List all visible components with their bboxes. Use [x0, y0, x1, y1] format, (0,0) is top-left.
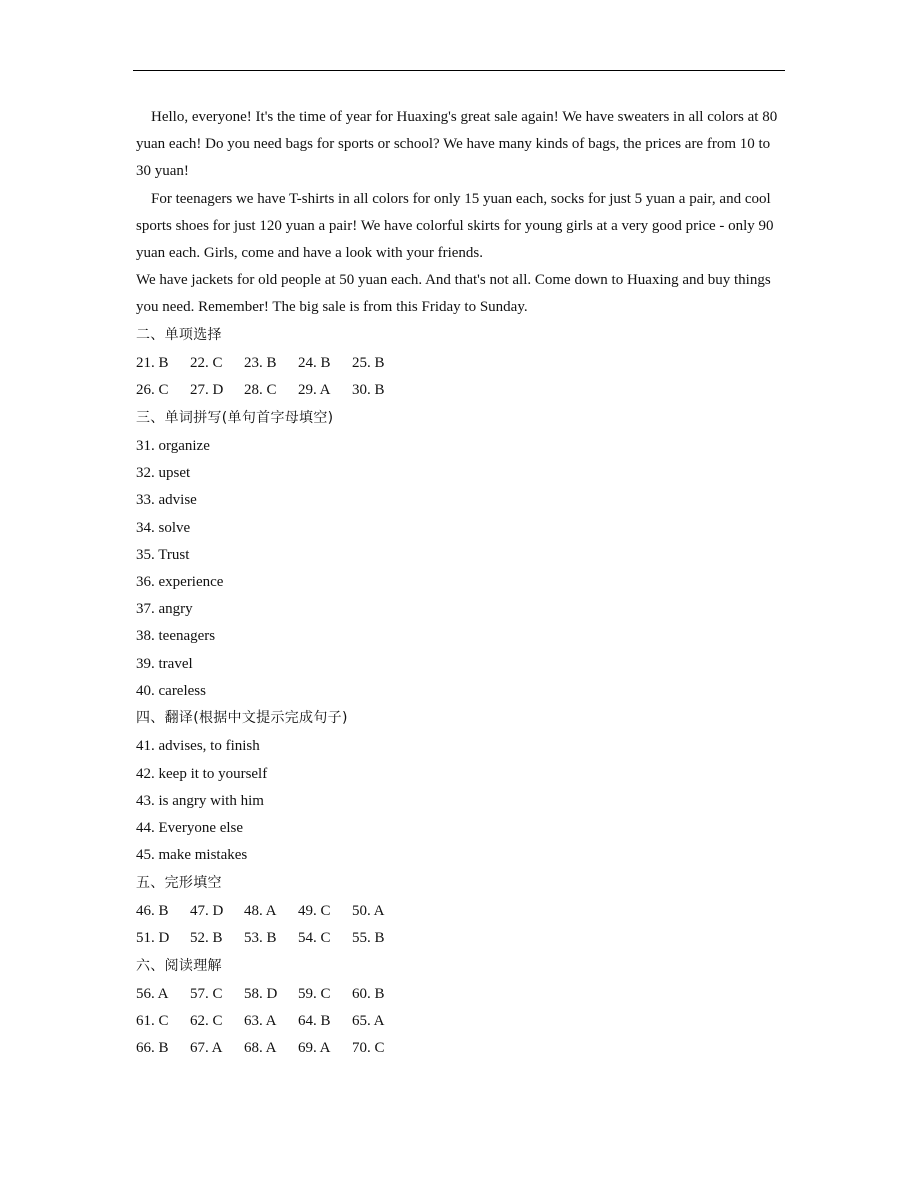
answer-item: 30. B — [352, 382, 385, 399]
answer-item: 26. C — [136, 382, 169, 399]
answer-item: 62. C — [190, 1012, 223, 1029]
section-heading: 四、翻译(根据中文提示完成句子) — [136, 710, 348, 727]
section-heading: 六、阅读理解 — [136, 957, 222, 974]
answer-row — [136, 1008, 784, 1035]
answer-item: 63. A — [244, 1012, 277, 1029]
section-reading — [136, 952, 784, 981]
answer-row — [136, 377, 784, 404]
answer-row — [136, 1035, 784, 1062]
answer-line: 40. careless — [136, 682, 206, 699]
answer-line: 34. solve — [136, 519, 191, 536]
answer-item: 53. B — [244, 930, 277, 947]
answer-row — [136, 350, 784, 377]
answer-line: 35. Trust — [136, 546, 190, 563]
answer-item: 25. B — [352, 355, 385, 372]
answer-row — [136, 981, 784, 1008]
section-heading: 五、完形填空 — [136, 874, 222, 891]
answer-item: 49. C — [298, 902, 331, 919]
answer-item: 66. B — [136, 1040, 169, 1057]
answer-item: 70. C — [352, 1040, 385, 1057]
answer-item: 47. D — [190, 902, 224, 919]
answer-line: 42. keep it to yourself — [136, 765, 268, 782]
answer-item: 27. D — [190, 382, 224, 399]
answer-item: 69. A — [298, 1040, 331, 1057]
section-translation — [136, 705, 784, 734]
answer-document — [136, 104, 784, 1062]
answer-item: 28. C — [244, 382, 277, 399]
passage-paragraph-2: For teenagers we have T-shirts in all colors for only 15 yuan each, socks for just 5 yuan a pair, and cool sports shoes for just 120 yuan a pair! We have colorful skirts for young girls at a very good price - only 90 yuan each. Girls, come and have a look with your friends. — [136, 190, 774, 262]
answer-line: 43. is angry with him — [136, 792, 264, 809]
answer-item: 68. A — [244, 1040, 277, 1057]
answer-item: 65. A — [352, 1012, 385, 1029]
answer-item: 54. C — [298, 930, 331, 947]
passage-paragraph-3: We have jackets for old people at 50 yuan each. And that's not all. Come down to Huaxing and buy things you need. Remember! The big sale is from this Friday to Sunday. — [136, 272, 771, 316]
answer-line: 32. upset — [136, 465, 191, 482]
answer-item: 64. B — [298, 1012, 331, 1029]
answer-item: 21. B — [136, 355, 169, 372]
answer-row — [136, 925, 784, 952]
answer-item: 23. B — [244, 355, 277, 372]
answer-line: 44. Everyone else — [136, 820, 244, 837]
header-rule — [133, 70, 785, 71]
answer-item: 52. B — [190, 930, 223, 947]
answer-line: 45. make mistakes — [136, 847, 248, 864]
answer-item: 24. B — [298, 355, 331, 372]
answer-line: 41. advises, to finish — [136, 738, 260, 755]
section-heading: 三、单词拼写(单句首字母填空) — [136, 410, 334, 426]
answer-item: 51. D — [136, 930, 170, 947]
answer-item: 50. A — [352, 902, 385, 919]
answer-item: 61. C — [136, 1012, 169, 1029]
answer-item: 59. C — [298, 985, 331, 1002]
answer-line: 33. advise — [136, 492, 197, 509]
section-heading: 二、单项选择 — [136, 327, 222, 344]
answer-line: 31. organize — [136, 438, 210, 455]
answer-item: 60. B — [352, 985, 385, 1002]
answer-line: 38. teenagers — [136, 628, 216, 645]
section-spelling — [136, 405, 784, 434]
answer-item: 48. A — [244, 902, 277, 919]
answer-item: 67. A — [190, 1040, 223, 1057]
section-cloze — [136, 869, 784, 898]
answer-item: 57. C — [190, 985, 223, 1002]
answer-item: 22. C — [190, 355, 223, 372]
answer-item: 29. A — [298, 382, 331, 399]
answer-item: 55. B — [352, 930, 385, 947]
answer-line: 36. experience — [136, 574, 224, 591]
answer-item: 46. B — [136, 902, 169, 919]
answer-row — [136, 898, 784, 925]
answer-item: 58. D — [244, 985, 278, 1002]
section-single-choice — [136, 322, 784, 351]
answer-line: 37. angry — [136, 601, 193, 618]
answer-line: 39. travel — [136, 655, 193, 672]
passage-paragraph-1: Hello, everyone! It's the time of year for Huaxing's great sale again! We have sweaters in all colors at 80 yuan each! Do you need bags for sports or school? We have many kinds of bags, the prices are from 10 to 30 yuan! — [136, 109, 778, 180]
answer-item: 56. A — [136, 985, 169, 1002]
